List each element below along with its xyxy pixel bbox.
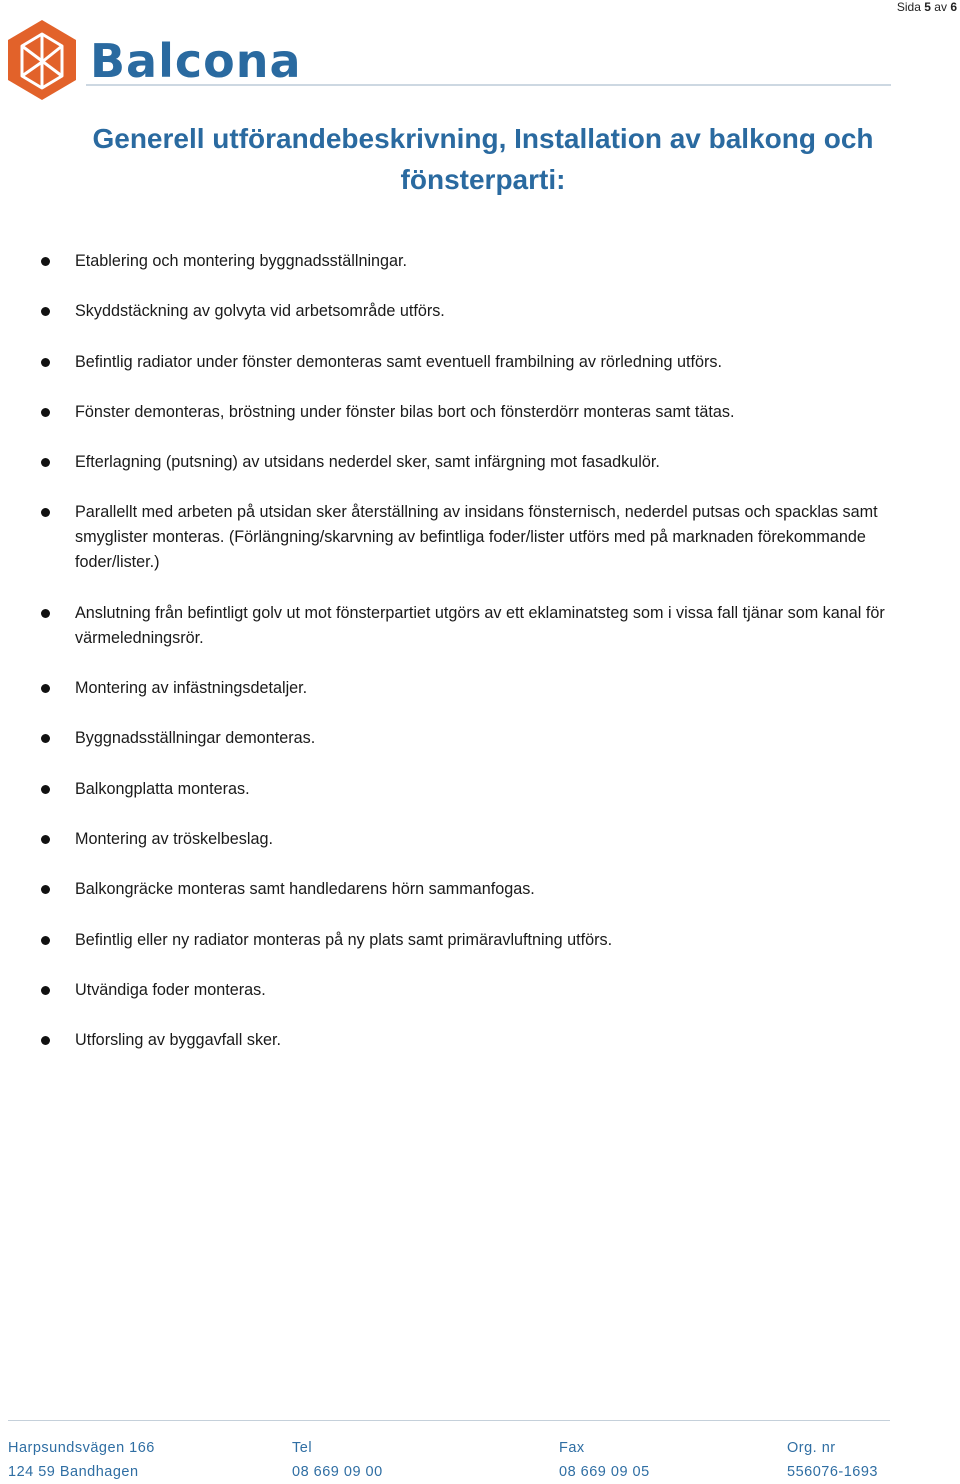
list-item (0, 777, 960, 802)
page-prefix: Sida (896, 0, 921, 14)
list-item (0, 877, 960, 902)
list-item-text: Balkongplatta monteras. (75, 779, 250, 798)
list-item (0, 601, 960, 651)
bullet-icon (41, 257, 50, 266)
bullet-icon (41, 734, 50, 743)
bullet-icon (41, 684, 50, 693)
footer-org (787, 1436, 878, 1484)
list-item (0, 928, 960, 953)
bullet-icon (41, 609, 50, 618)
list-item-text: Byggnadsställningar demonteras. (75, 729, 316, 748)
work-steps-list (0, 249, 960, 1078)
list-item (0, 249, 960, 274)
footer-fax (559, 1436, 650, 1484)
bullet-icon (41, 835, 50, 844)
bullet-icon (41, 936, 50, 945)
footer (0, 1436, 960, 1479)
bullet-icon (41, 358, 50, 367)
list-item (0, 978, 960, 1003)
list-item-text: Balkongräcke monteras samt handledarens hörn sammanfogas. (75, 880, 535, 899)
footer-divider (8, 1420, 890, 1421)
document-title (0, 118, 960, 200)
list-item-text: Utforsling av byggavfall sker. (75, 1031, 282, 1050)
bullet-icon (41, 307, 50, 316)
list-item (0, 450, 960, 475)
footer-tel-label: Tel (292, 1440, 313, 1456)
list-item (0, 400, 960, 425)
page-total: 6 (950, 0, 957, 14)
list-item-text: Skyddstäckning av golvyta vid arbetsområde utförs. (75, 302, 445, 321)
footer-tel-value: 08 669 09 00 (292, 1464, 383, 1480)
bullet-icon (41, 986, 50, 995)
list-item-text: Montering av infästningsdetaljer. (75, 679, 308, 698)
list-item-text: Anslutning från befintligt golv ut mot fönsterpartiet utgörs av ett eklaminatsteg som i vissa fall tjänar som kanal för värmeledningsrör. (75, 603, 885, 647)
balcona-logo-icon (6, 18, 78, 102)
header-divider (86, 84, 891, 86)
bullet-icon (41, 408, 50, 417)
footer-address (8, 1436, 155, 1484)
title-line-1: Generell utförandebeskrivning, Installation av balkong och (92, 123, 874, 154)
list-item-text: Efterlagning (putsning) av utsidans nederdel sker, samt infärgning mot fasadkulör. (75, 453, 660, 472)
list-item-text: Befintlig radiator under fönster demonteras samt eventuell frambilning av rörledning utförs. (75, 352, 722, 371)
footer-fax-label: Fax (559, 1440, 585, 1456)
list-item-text: Parallellt med arbeten på utsidan sker återställning av insidans fönsternisch, nederdel putsas och spacklas samt smyglister monteras. (Förlängning/skarvning av befintliga foder/lister utförs med på marknaden förekommande foder/lister.) (75, 503, 878, 572)
footer-tel (292, 1436, 383, 1484)
list-item (0, 1028, 960, 1053)
bullet-icon (41, 458, 50, 467)
page-indicator (897, 0, 957, 14)
footer-fax-value: 08 669 09 05 (559, 1464, 650, 1480)
bullet-icon (41, 1036, 50, 1045)
list-item-text: Etablering och montering byggnadsställningar. (75, 252, 408, 270)
bullet-icon (41, 785, 50, 794)
list-item (0, 299, 960, 324)
list-item-text: Montering av tröskelbeslag. (75, 829, 273, 848)
list-item (0, 500, 960, 575)
brand-name: Balcona (90, 34, 302, 88)
page-separator: av (934, 0, 947, 14)
list-item-text: Befintlig eller ny radiator monteras på ny plats samt primäravluftning utförs. (75, 930, 613, 949)
list-item (0, 350, 960, 375)
title-line-2: fönsterparti: (400, 164, 566, 195)
footer-address-street: Harpsundsvägen 166 (8, 1440, 155, 1456)
bullet-icon (41, 508, 50, 517)
list-item-text: Fönster demonteras, bröstning under fönster bilas bort och fönsterdörr monteras samt tätas. (75, 402, 735, 421)
footer-org-value: 556076-1693 (787, 1464, 878, 1480)
list-item (0, 726, 960, 751)
list-item-text: Utvändiga foder monteras. (75, 980, 266, 999)
list-item (0, 827, 960, 852)
footer-address-postal: 124 59 Bandhagen (8, 1464, 139, 1480)
bullet-icon (41, 885, 50, 894)
page-current: 5 (924, 0, 931, 14)
footer-org-label: Org. nr (787, 1440, 836, 1456)
list-item (0, 676, 960, 701)
